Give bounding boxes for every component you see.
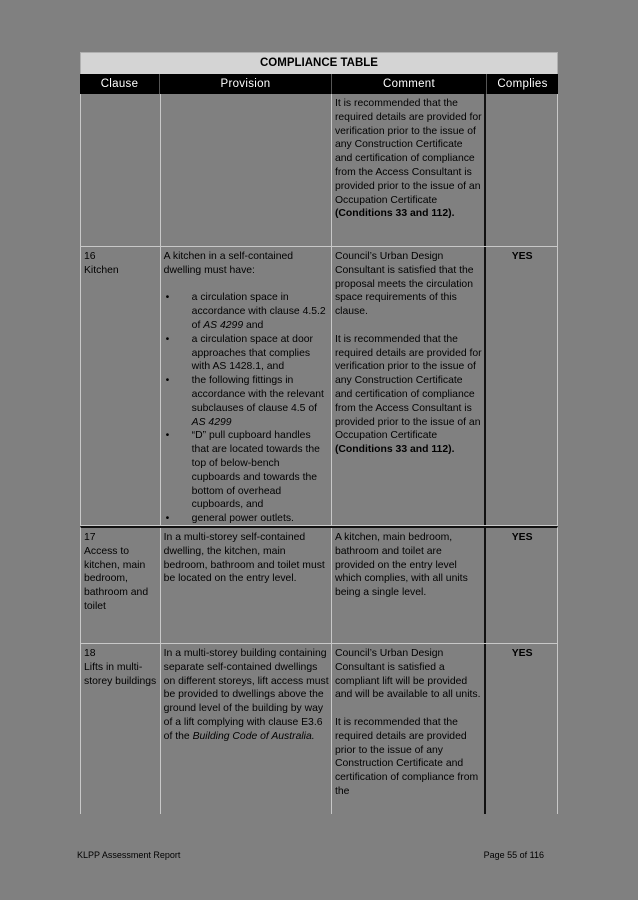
table-title: COMPLIANCE TABLE (80, 52, 558, 74)
clause-number: 18 (84, 648, 96, 659)
comment-cell (332, 94, 486, 246)
header-provision: Provision (160, 74, 332, 94)
comment-paragraph: Council’s Urban Design Consultant is satisfied that the proposal meets the circulation space requirements of this clause. (334, 251, 474, 318)
comment-paragraph: Council’s Urban Design Consultant is satisfied a compliant lift will be provided and will be available to all units. (334, 648, 481, 701)
complies-cell (486, 94, 557, 246)
clause-number: 17 (84, 532, 96, 543)
comment-cell (332, 644, 486, 814)
header-comment: Comment (332, 74, 487, 94)
table-row (80, 644, 558, 814)
table-row (80, 94, 558, 247)
provision-cell (161, 247, 332, 525)
provision-intro: In a multi-storey self-contained dwelling, the kitchen, main bedroom, bathroom and toilet must be located on the entry level. (163, 532, 325, 585)
provision-bullet: • the following fittings in accordance with the relevant subclauses of clause 4.5 of AS 4299 (164, 374, 329, 429)
comment-text: It is recommended that the required details are provided for verification prior to the issue of any Construction Certificate and certification of compliance from the Access Consultant is provided prior to the issue of an Occupation Certificate (334, 333, 482, 442)
table-row (80, 526, 558, 644)
comment-paragraph (335, 97, 482, 221)
provision-italic: Building Code of Australia. (192, 730, 315, 742)
clause-cell (81, 644, 161, 814)
clause-cell (81, 528, 161, 643)
clause-name: Lifts in multi-storey buildings (84, 661, 157, 687)
provision-bullet: • “D” pull cupboard handles that are located towards the top of below-bench cupboards and towards the bottom of overhead cupboards, and (164, 429, 329, 512)
clause-name: Kitchen (84, 264, 119, 276)
provision-bullet: • a circulation space at door approaches that complies with AS 1428.1, and (164, 333, 329, 374)
comment-paragraph: A kitchen, main bedroom, bathroom and toilet are provided on the entry level which complies, with all units being a single level. (334, 532, 468, 599)
clause-number: 16 (84, 251, 96, 262)
clause-cell (81, 247, 161, 525)
table-header-row (80, 74, 558, 94)
provision-cell (161, 94, 332, 246)
provision-intro: In a multi-storey building containing separate self-contained dwellings on different storeys, lift access must be provided to dwellings above the ground level of the building by way of a lift complying with clause E3.6 of the (163, 648, 329, 742)
clause-name: Access to kitchen, main bedroom, bathroom and toilet (84, 545, 149, 612)
complies-cell: YES (511, 648, 533, 659)
comment-paragraph (335, 333, 482, 457)
comment-conditions: (Conditions 33 and 112). (334, 208, 455, 220)
compliance-table (80, 52, 558, 814)
footer-page-number: Page 55 of 116 (483, 850, 544, 860)
comment-conditions: (Conditions 33 and 112). (334, 444, 455, 456)
comment-cell (332, 247, 486, 525)
provision-cell (161, 528, 332, 643)
table-row (80, 247, 558, 526)
comment-paragraph: It is recommended that the required details are provided prior to the issue of any Construction Certificate and certification of compliance from the (334, 716, 479, 797)
header-complies: Complies (497, 78, 548, 90)
provision-bullet: • a circulation space in accordance with clause 4.5.2 of AS 4299 and (164, 291, 329, 332)
complies-cell: YES (511, 532, 533, 543)
comment-cell (332, 528, 486, 643)
comment-text: It is recommended that the required details are provided for verification prior to the issue of any Construction Certificate and certification of compliance from the Access Consultant is provided prior to the issue of an Occupation Certificate (334, 98, 482, 206)
provision-intro: A kitchen in a self-contained dwelling must have: (163, 251, 294, 276)
footer-report-title: KLPP Assessment Report (77, 850, 181, 860)
provision-bullet: • general power outlets. (164, 512, 329, 526)
provision-cell (161, 644, 332, 814)
header-clause: Clause (80, 74, 160, 94)
complies-cell: YES (511, 251, 533, 262)
provision-bullet-list (164, 291, 329, 526)
page-footer (77, 850, 544, 860)
clause-cell (81, 94, 161, 246)
